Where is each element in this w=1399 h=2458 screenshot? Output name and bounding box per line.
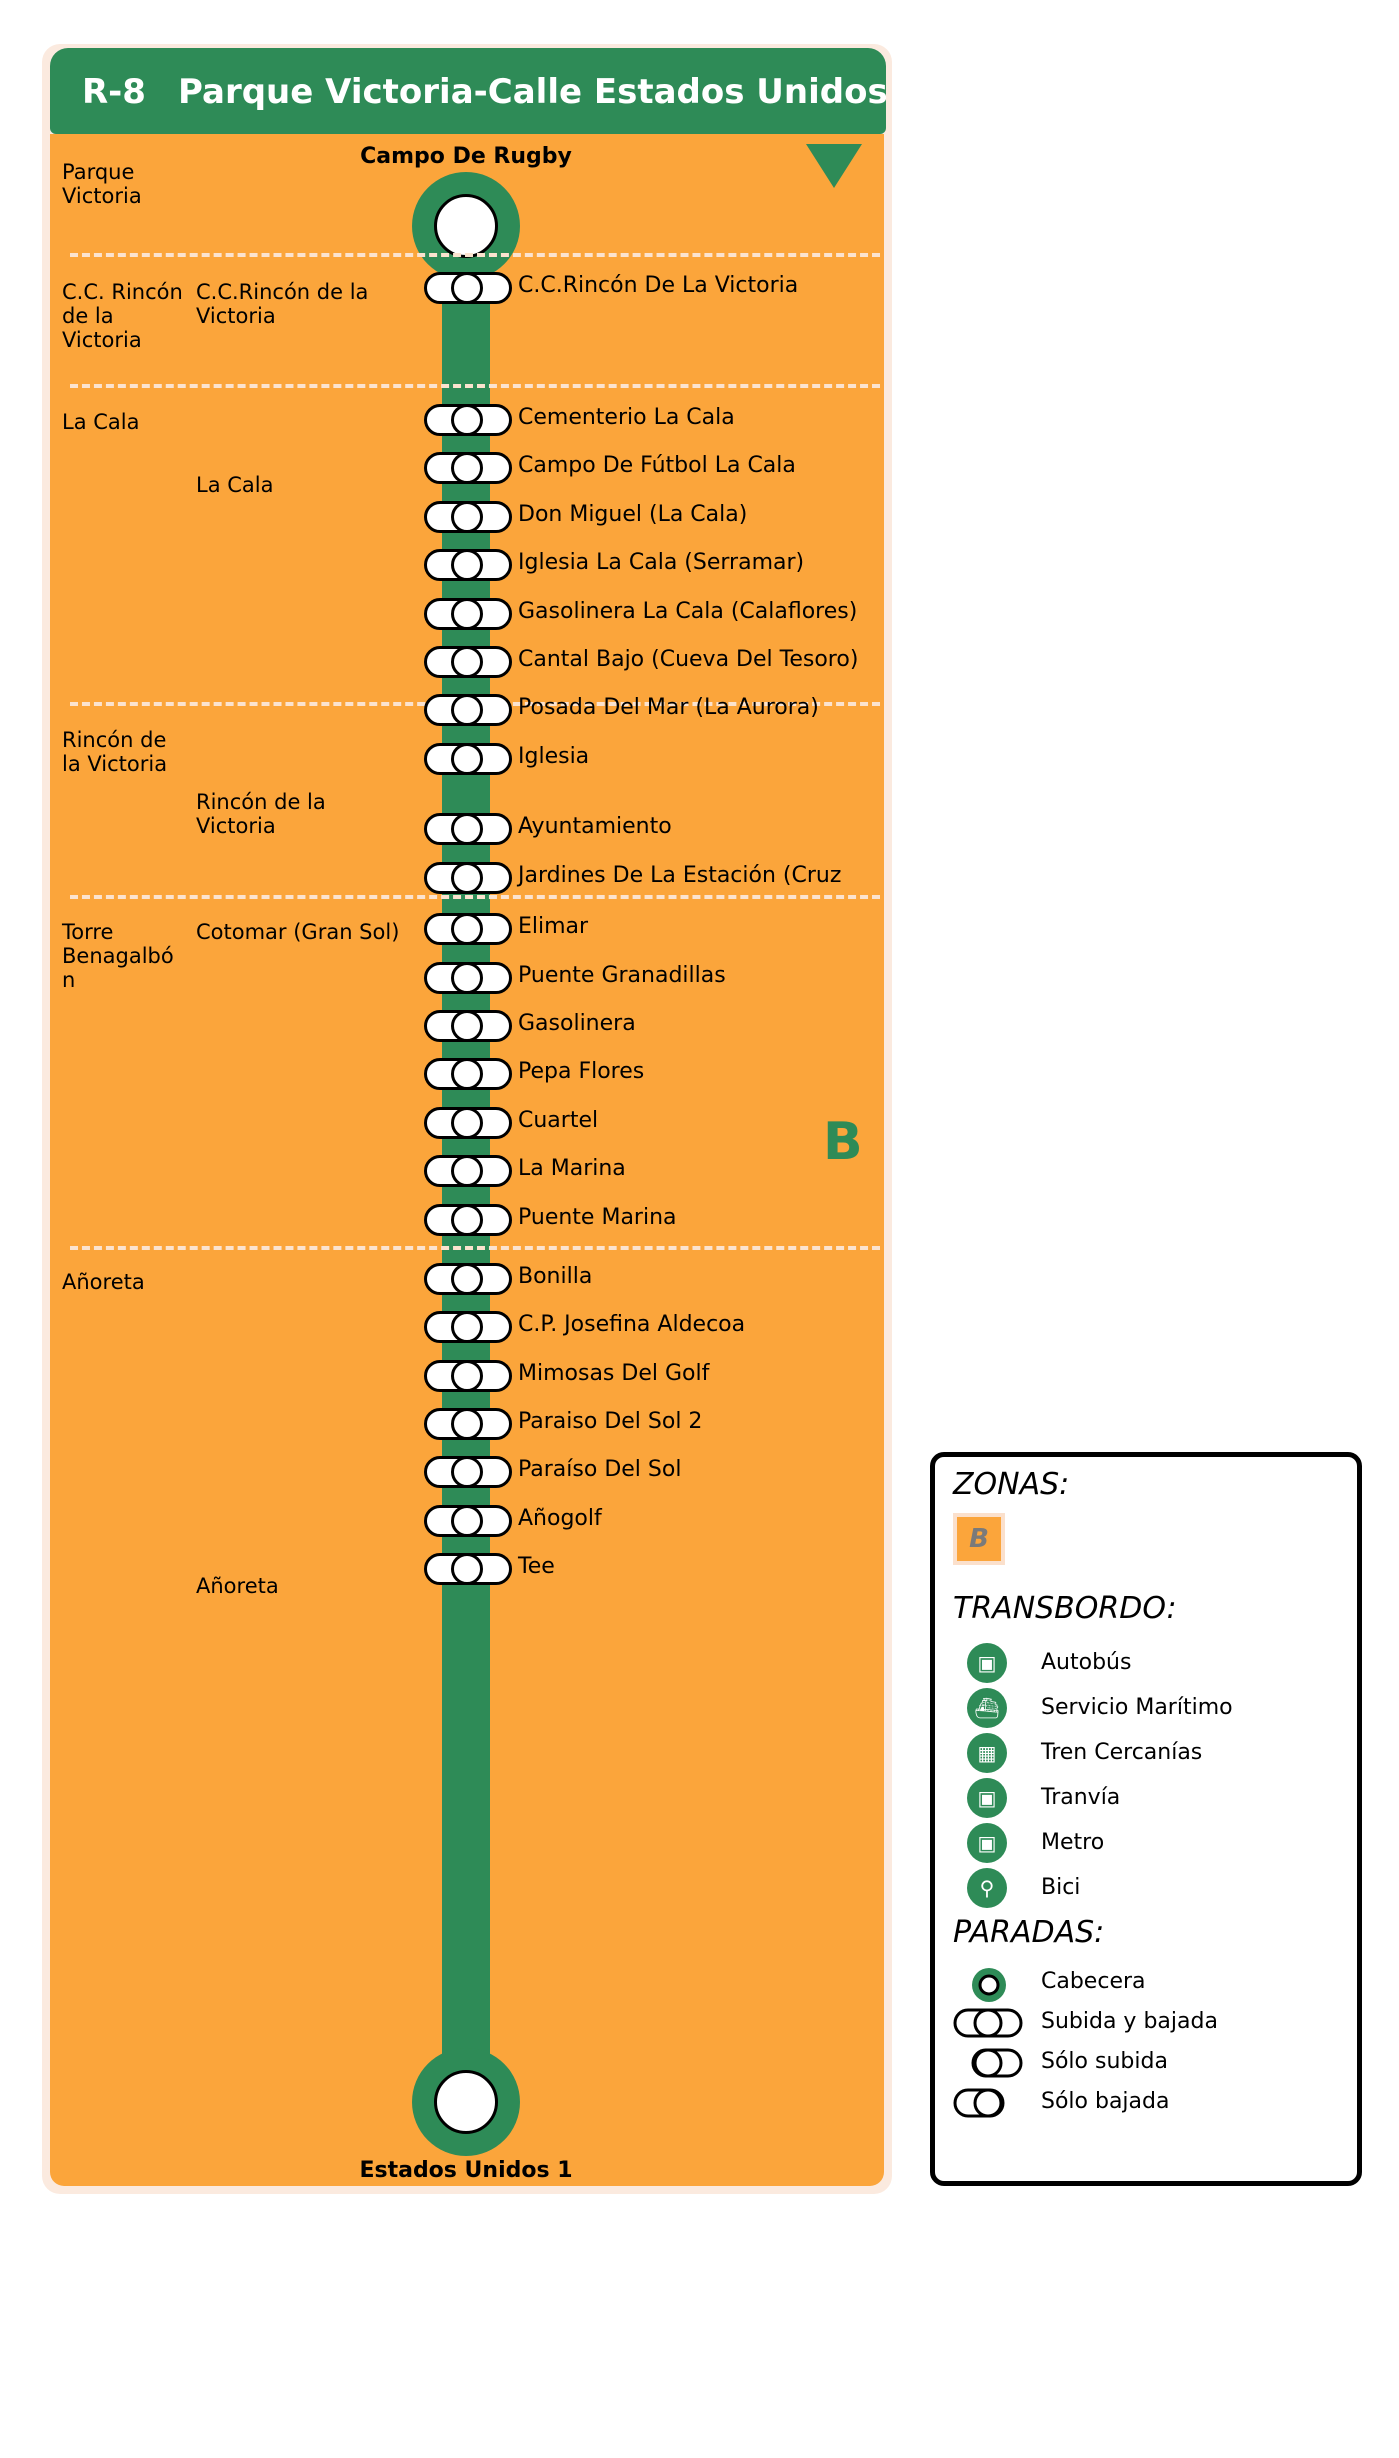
legend-label: Cabecera	[1041, 1969, 1146, 1994]
stop-name: Campo De Fútbol La Cala	[518, 453, 796, 478]
zone-name: Rincón de la Victoria	[62, 728, 168, 776]
stop-symbol-icon	[424, 862, 512, 894]
stop-symbol-icon	[424, 549, 512, 581]
legend	[930, 1452, 1362, 2186]
stop-symbol-icon	[424, 1263, 512, 1295]
alight-only-stop-icon	[953, 2087, 1005, 2119]
route-code: R-8	[82, 72, 146, 112]
stop-symbol-icon	[424, 1408, 512, 1440]
legend-label: Tranvía	[1041, 1785, 1121, 1810]
legend-label: Servicio Marítimo	[1041, 1695, 1233, 1720]
stop-symbol-icon	[424, 1311, 512, 1343]
stop-name: Mimosas Del Golf	[518, 1361, 710, 1386]
metro-icon: ▣	[967, 1823, 1007, 1863]
tram-icon: ▣	[967, 1778, 1007, 1818]
legend-label: Sólo subida	[1041, 2049, 1168, 2074]
stop-symbol-icon	[424, 272, 512, 304]
ferry-icon: ⛴	[967, 1688, 1007, 1728]
zone-letter: B	[823, 1112, 863, 1172]
legend-label: Sólo bajada	[1041, 2089, 1170, 2114]
stop-name: Iglesia La Cala (Serramar)	[518, 550, 805, 575]
train-icon: ▦	[967, 1733, 1007, 1773]
stop-name: Paraiso Del Sol 2	[518, 1409, 703, 1434]
legend-label: Subida y bajada	[1041, 2009, 1218, 2034]
stop-symbol-icon	[424, 646, 512, 678]
stop-name: Paraíso Del Sol	[518, 1457, 682, 1482]
stop-symbol-icon	[424, 743, 512, 775]
zone-divider	[70, 895, 880, 899]
stop-name: Iglesia	[518, 744, 590, 769]
stop-symbol-icon	[424, 813, 512, 845]
stop-symbol-icon	[424, 1456, 512, 1488]
stop-name: Gasolinera	[518, 1011, 636, 1036]
board-only-stop-icon	[971, 2047, 1023, 2079]
route-title: Parque Victoria-Calle Estados Unidos	[178, 72, 888, 112]
zone-divider	[70, 253, 880, 257]
legend-label: Metro	[1041, 1830, 1105, 1855]
stop-symbol-icon	[424, 1360, 512, 1392]
stop-name: Pepa Flores	[518, 1059, 645, 1084]
legend-zonas-title: ZONAS:	[953, 1467, 1070, 1502]
end-terminal-label: Estados Unidos 1	[359, 2158, 573, 2183]
stop-name: Jardines De La Estación (Cruz	[518, 863, 842, 888]
route-header	[50, 48, 886, 134]
stop-symbol-icon	[424, 1204, 512, 1236]
stop-symbol-icon	[424, 694, 512, 726]
stop-symbol-icon	[424, 913, 512, 945]
legend-label: Autobús	[1041, 1650, 1132, 1675]
end-terminal-stop[interactable]	[412, 2048, 520, 2156]
zone-divider	[70, 384, 880, 388]
board-alight-stop-icon	[953, 2007, 1023, 2039]
start-terminal-label: Campo De Rugby	[360, 144, 572, 169]
stop-name: C.P. Josefina Aldecoa	[518, 1312, 746, 1337]
locality: Añoreta	[196, 1574, 279, 1598]
stop-name: Cantal Bajo (Cueva Del Tesoro)	[518, 647, 859, 672]
bus-icon: ▣	[967, 1643, 1007, 1683]
legend-label: Tren Cercanías	[1041, 1740, 1203, 1765]
stop-symbol-icon	[424, 501, 512, 533]
stop-symbol-icon	[424, 1058, 512, 1090]
stop-name: Bonilla	[518, 1264, 593, 1289]
zone-name: La Cala	[62, 410, 140, 434]
locality: C.C.Rincón de la Victoria	[196, 280, 369, 328]
stop-name: Puente Granadillas	[518, 963, 726, 988]
stop-symbol-icon	[424, 1505, 512, 1537]
stop-name: Añogolf	[518, 1506, 602, 1531]
stop-name: Cuartel	[518, 1108, 599, 1133]
legend-transbordo-title: TRANSBORDO:	[953, 1591, 1177, 1626]
zone-divider	[70, 1246, 880, 1250]
zone-swatch: B	[953, 1513, 1005, 1565]
legend-label: Bici	[1041, 1875, 1081, 1900]
stop-symbol-icon	[424, 1107, 512, 1139]
terminal-stop-icon	[971, 1967, 1007, 2003]
stop-name: Puente Marina	[518, 1205, 677, 1230]
locality: Rincón de la Victoria	[196, 790, 326, 838]
stop-name: C.C.Rincón De La Victoria	[518, 273, 799, 298]
stop-symbol-icon	[424, 962, 512, 994]
stop-name: Don Miguel (La Cala)	[518, 502, 748, 527]
stop-symbol-icon	[424, 1155, 512, 1187]
locality: Cotomar (Gran Sol)	[196, 920, 400, 944]
locality: La Cala	[196, 473, 274, 497]
stop-symbol-icon	[424, 404, 512, 436]
stop-symbol-icon	[424, 452, 512, 484]
stop-name: Ayuntamiento	[518, 814, 672, 839]
stop-name: Gasolinera La Cala (Calaflores)	[518, 599, 858, 624]
stop-symbol-icon	[424, 598, 512, 630]
stop-name: Elimar	[518, 914, 589, 939]
bike-icon: ⚲	[967, 1868, 1007, 1908]
zone-name: Torre Benagalbó n	[62, 920, 174, 992]
direction-triangle-icon	[806, 144, 862, 188]
zone-name: Añoreta	[62, 1270, 145, 1294]
stop-name: Posada Del Mar (La Aurora)	[518, 695, 819, 720]
stop-name: Cementerio La Cala	[518, 405, 735, 430]
legend-paradas-title: PARADAS:	[953, 1915, 1105, 1950]
stop-symbol-icon	[424, 1010, 512, 1042]
stop-symbol-icon	[424, 1553, 512, 1585]
zone-name: C.C. Rincón de la Victoria	[62, 280, 183, 352]
start-terminal-stop[interactable]	[412, 172, 520, 280]
stop-name: La Marina	[518, 1156, 626, 1181]
zone-name: Parque Victoria	[62, 160, 142, 208]
stop-name: Tee	[518, 1554, 555, 1579]
